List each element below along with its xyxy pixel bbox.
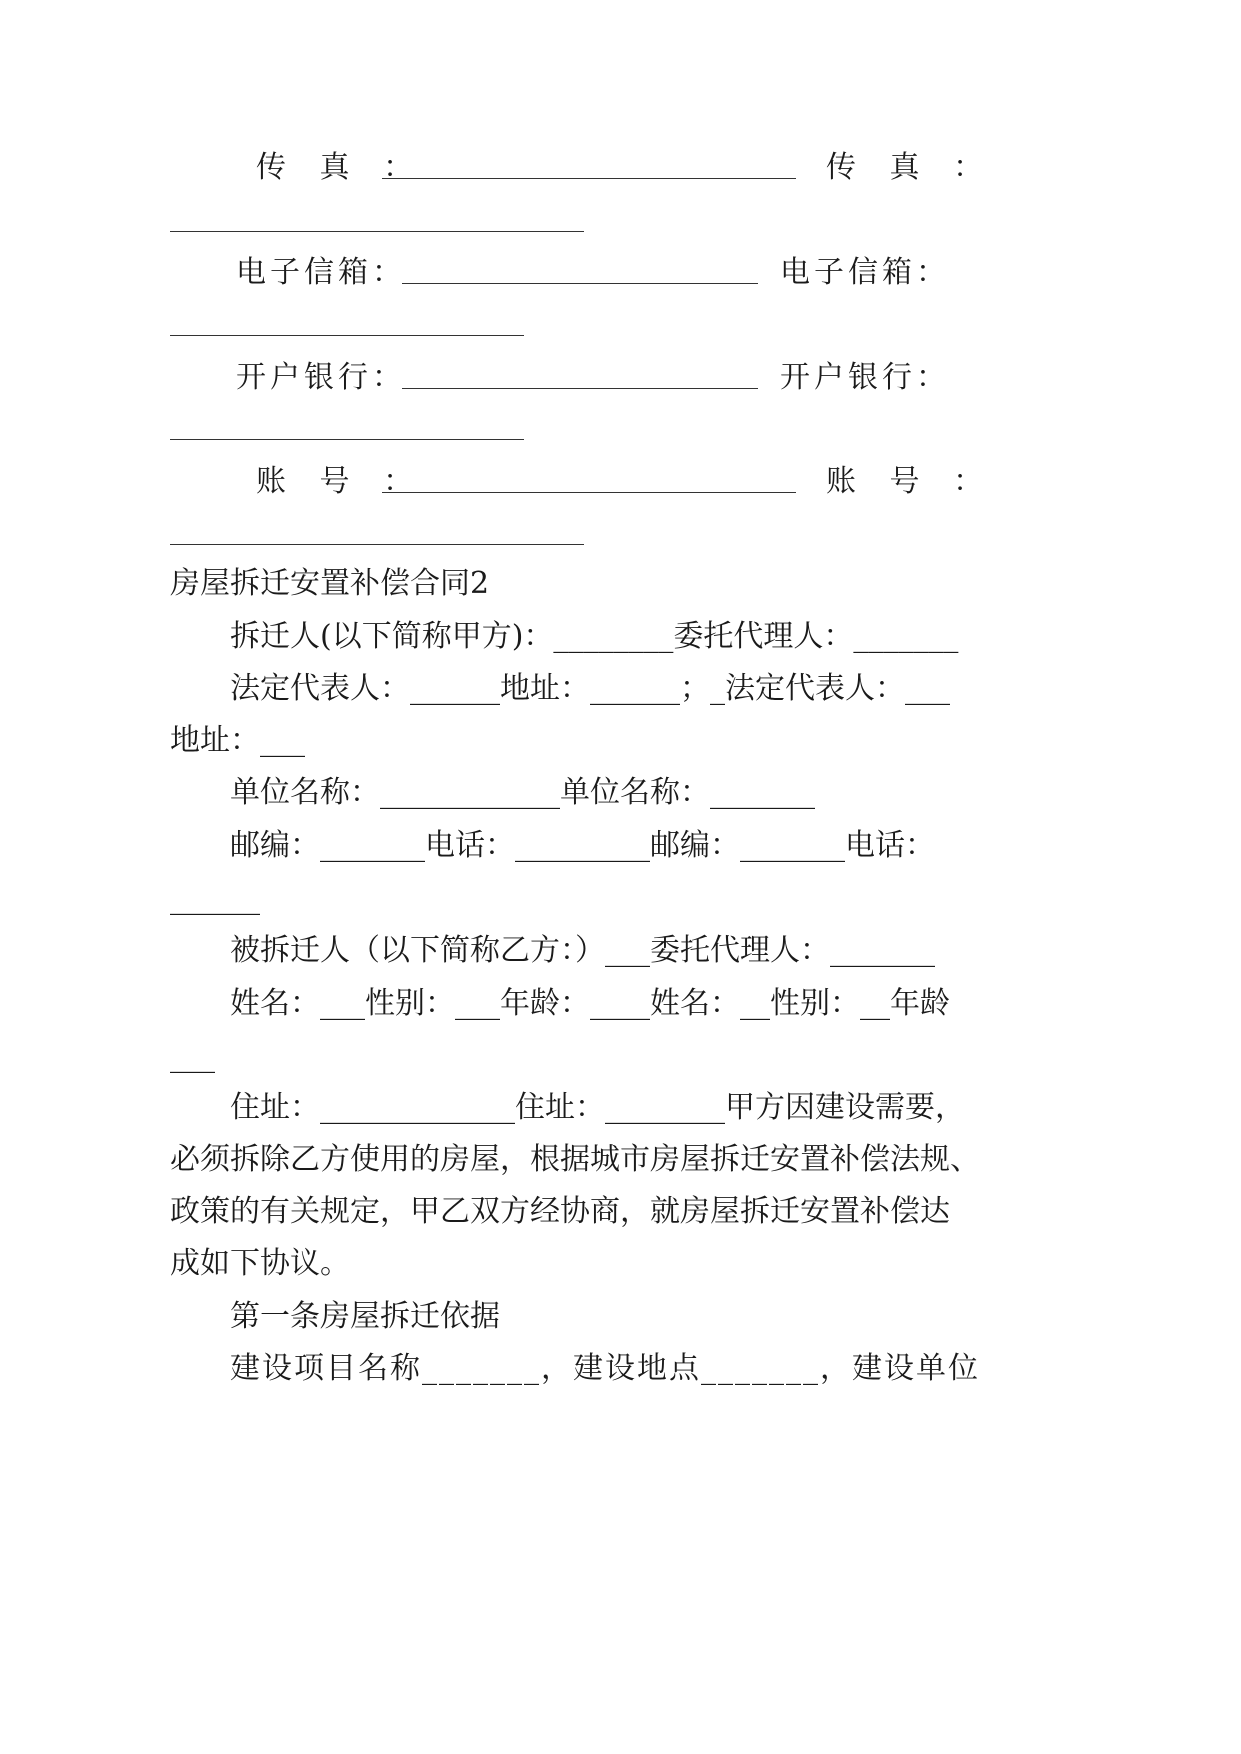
fax-label-party-a: 传 真 ： (256, 150, 426, 185)
contract-heading: 房屋拆迁安置补偿合同2 (170, 566, 490, 601)
account-blank-party-b (170, 544, 584, 545)
line-age-cont: ___ (170, 1039, 215, 1074)
article-1-line-1: 建设项目名称_______，建设地点_______，建设单位 (230, 1351, 980, 1386)
line-postcode-phone: 邮编：_______电话：_________邮编：_______电话： (230, 828, 935, 863)
email-label-party-a: 电子信箱： (236, 255, 406, 290)
fax-blank-party-a (382, 178, 796, 179)
fax-blank-party-b (170, 231, 584, 232)
account-label-party-b: 账 号 ： (826, 464, 996, 499)
bank-label-party-a: 开户银行： (236, 360, 406, 395)
line-name-gender-age: 姓名：___性别：___年龄：____姓名：__性别：__年龄 (230, 986, 950, 1021)
line-demolisher: 拆迁人(以下简称甲方)：________委托代理人：_______ (230, 619, 959, 654)
line-phone-cont: ______ (170, 881, 260, 916)
email-blank-party-b (170, 335, 524, 336)
line-demolished-party: 被拆迁人（以下简称乙方：）___委托代理人：_______ (230, 933, 935, 968)
email-blank-party-a (402, 283, 758, 284)
account-label-party-a: 账 号 ： (256, 464, 426, 499)
fax-label-party-b: 传 真 ： (826, 150, 996, 185)
article-1-title: 第一条房屋拆迁依据 (230, 1299, 500, 1334)
line-unit-name: 单位名称：____________单位名称：_______ (230, 775, 815, 810)
line-residence: 住址：_____________住址：________甲方因建设需要， (230, 1090, 965, 1125)
email-label-party-b: 电子信箱： (780, 255, 950, 290)
bank-blank-party-a (402, 388, 758, 389)
paragraph-line-3: 成如下协议。 (170, 1246, 350, 1281)
paragraph-line-1: 必须拆除乙方使用的房屋，根据城市房屋拆迁安置补偿法规、 (170, 1142, 980, 1177)
bank-label-party-b: 开户银行： (780, 360, 950, 395)
line-address: 地址：___ (170, 723, 305, 758)
account-blank-party-a (382, 492, 796, 493)
bank-blank-party-b (170, 439, 524, 440)
line-legal-rep: 法定代表人：______地址：______；_法定代表人：___ (230, 671, 950, 706)
paragraph-line-2: 政策的有关规定，甲乙双方经协商，就房屋拆迁安置补偿达 (170, 1194, 950, 1229)
